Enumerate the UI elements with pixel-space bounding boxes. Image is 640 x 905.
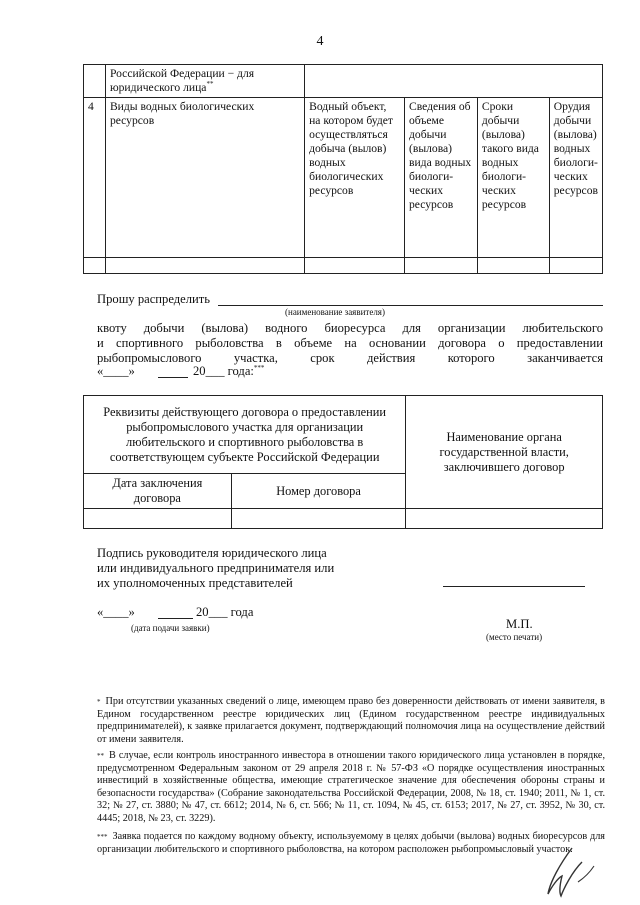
request-line-1: квоту добычи (вылова) водного биоресурса для организации любительского	[97, 321, 603, 335]
footnote-2: ** В случае, если контроль иностранного инвестора в отношении такого юридического лица установлен в порядке, предусмотренном Федеральным законом от 29 апреля 2018 г. № 57-ФЗ «О порядке осуществления иностранных инвестиций в хозяйственные общества, имеющие стратегическое значение для обеспечения обороны страны и безопасности государства» (Собрание законодательства Российской Федерации, 2008, № 18, ст. 1940; 2011, № 1, ст. 32; № 27, ст. 3880; № 47, ст. 6612; 2014, № 6, ст. 566; № 11, ст. 1094, № 45, ст. 6153; 2017, № 27, ст. 3952, № 30, ст. 4445; 2018, № 23, ст. 3229).	[97, 750, 605, 824]
submission-month-line[interactable]	[158, 618, 193, 619]
cell-gear: Орудия добычи (вылова) водных биологи-ческих ресурсов	[549, 98, 602, 258]
request-date-year: 20___ года:***	[193, 363, 265, 378]
request-date-day: «____»	[97, 364, 135, 378]
cell-water-body: Водный объект, на котором будет осуществляться добыча (вылов) водных биологических ресурсов	[305, 98, 405, 258]
submission-date-caption: (дата подачи заявки)	[131, 623, 210, 633]
contract-number-header: Номер договора	[231, 474, 406, 509]
table-row-empty	[84, 258, 603, 274]
signature-line-1: Подпись руководителя юридического лица	[97, 546, 327, 560]
signature-line[interactable]	[443, 586, 585, 587]
submission-date-day: «____»	[97, 605, 135, 619]
applicant-name-line[interactable]	[218, 305, 603, 306]
signature-line-2: или индивидуального предпринимателя или	[97, 561, 335, 575]
stamp-caption: (место печати)	[486, 632, 543, 642]
cell-period: Сроки добычи (вылова) такого вида водных биологи-ческих ресурсов	[477, 98, 549, 258]
footnote-3: *** Заявка подается по каждому водному объекту, используемому в целях добычи (вылова) водных биоресурсов для организации любительского и спортивного рыболовства, на котором расположен рыбопромысловый участок.	[97, 831, 605, 855]
signature-line-3: их уполномоченных представителей	[97, 576, 293, 590]
handwritten-initials	[542, 842, 598, 900]
stamp-label: М.П.	[506, 617, 533, 631]
contract-table	[83, 395, 603, 529]
footnote-1: * При отсутствии указанных сведений о лице, имеющем право без доверенности действовать от имени заявителя, в Едином государственном реестре юридических лиц (Едином государственном реестре индивидуальных предпринимателей), к заявке прилагается документ, подтверждающий полномочия лица на осуществление действий от имени заявителя.	[97, 696, 605, 745]
request-line-3: рыбопромыслового участка, срок действия которого заканчивается	[97, 351, 603, 365]
row-number: 4	[84, 98, 106, 258]
cell-volume: Сведения об объеме добычи (вылова) вида водных биологи-ческих ресурсов	[405, 98, 478, 258]
cell-species-label: Виды водных биологических ресурсов	[105, 98, 304, 258]
table-row-species	[84, 98, 603, 258]
cell-entity: Российской Федерации − для юридического лица**	[105, 65, 304, 98]
submission-date-year: 20___ года	[196, 605, 254, 619]
request-month-line[interactable]	[158, 377, 188, 378]
contract-number-cell[interactable]	[231, 509, 406, 529]
request-prefix: Прошу распределить	[97, 292, 211, 306]
authority-header: Наименование органа государственной власти, заключившего договор	[406, 396, 603, 509]
page-number: 4	[316, 34, 324, 49]
contract-date-cell[interactable]	[84, 509, 232, 529]
contract-date-header: Дата заключения договора	[84, 474, 232, 509]
request-line-2: и спортивного рыболовства в объеме на основании договора о предоставлении	[97, 336, 603, 350]
applicant-name-caption: (наименование заявителя)	[285, 307, 385, 317]
species-table	[83, 64, 603, 274]
table-row-entity	[84, 65, 603, 98]
authority-cell[interactable]	[406, 509, 603, 529]
contract-details-header: Реквизиты действующего договора о предоставлении рыбопромыслового участка для организации любительского и спортивного рыболовства в соответствующем субъекте Российской Федерации	[84, 396, 406, 474]
